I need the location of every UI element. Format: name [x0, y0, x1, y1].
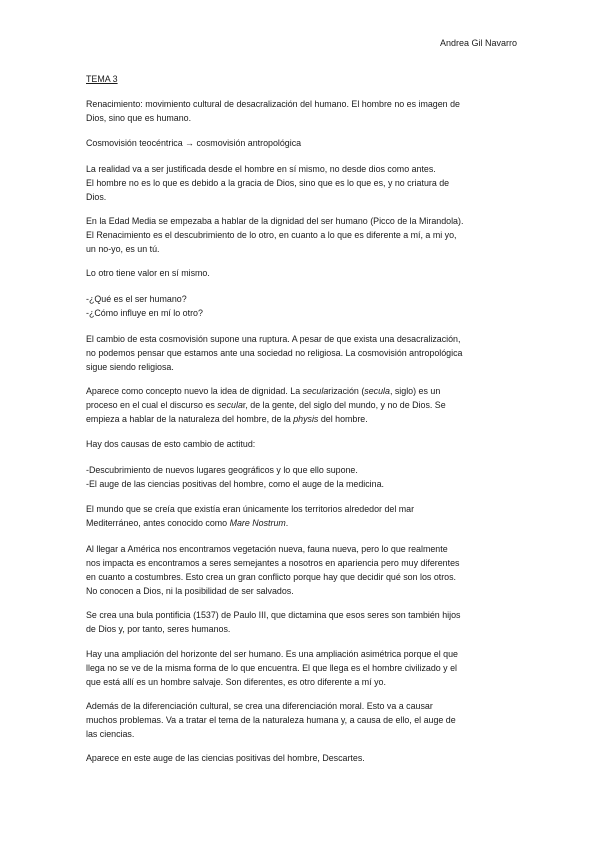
paragraph: El mundo que se creía que existía eran únicamente los territorios alrededor del mar Mediterráneo, antes conocido como Mare Nostrum.	[86, 504, 415, 528]
paragraph: Renacimiento: movimiento cultural de desacralización del humano. El hombre no es imagen de Dios, sino que es humano.	[86, 99, 460, 123]
paragraph: Hay una ampliación del horizonte del ser humano. Es una ampliación asimétrica porque el que llega no se ve de la misma forma de lo que encuentra. El que llega es el hombre civilizado y el que está allí es un hombre salvaje. Son diferentes, es otro diferente a mí yo.	[86, 649, 458, 687]
paragraph: La realidad va a ser justificada desde el hombre en sí mismo, no desde dios como antes. El hombre no es lo que es debido a la gracia de Dios, sino que es lo que es, y no criatura de Dios.	[86, 164, 450, 202]
cause-list: -Descubrimiento de nuevos lugares geográficos y lo que ello supone. -El auge de las ciencias positivas del hombre, como el auge de la medicina.	[86, 465, 384, 489]
paragraph: En la Edad Media se empezaba a hablar de la dignidad del ser humano (Picco de la Mirandola). El Renacimiento es el descubrimiento de lo otro, en cuanto a lo que es diferente a mí, a mi yo, un no-yo, es un tú.	[86, 216, 464, 254]
paragraph: Hay dos causas de esto cambio de actitud:	[86, 439, 256, 449]
paragraph: El cambio de esta cosmovisión supone una ruptura. A pesar de que exista una desacralización, no podemos pensar que estamos ante una sociedad no religiosa. La cosmovisión antropológica sigue siendo religiosa.	[86, 334, 463, 372]
question-list: -¿Qué es el ser humano? -¿Cómo influye en mí lo otro?	[86, 294, 203, 318]
paragraph: Se crea una bula pontificia (1537) de Paulo III, que dictamina que esos seres son también hijos de Dios y, por tanto, seres humanos.	[86, 610, 461, 634]
paragraph: Aparece como concepto nuevo la idea de dignidad. La secularización (secula, siglo) es un proceso en el cual el discurso es secular, de la gente, del siglo del mundo, y no de Dios. Se empieza a hablar de la naturaleza del hombre, de la physis del hombre.	[86, 386, 446, 424]
document-title: TEMA 3	[86, 74, 118, 84]
paragraph: Aparece en este auge de las ciencias positivas del hombre, Descartes.	[86, 753, 365, 763]
paragraph: Cosmovisión teocéntrica → cosmovisión antropológica	[86, 138, 302, 148]
paragraph: Lo otro tiene valor en sí mismo.	[86, 268, 210, 278]
author-name: Andrea Gil Navarro	[439, 38, 517, 48]
paragraph: Además de la diferenciación cultural, se crea una diferenciación moral. Esto va a causar muchos problemas. Va a tratar el tema de la naturaleza humana y, a causa de ello, el auge de las ciencias.	[86, 701, 456, 739]
paragraph: Al llegar a América nos encontramos vegetación nueva, fauna nueva, pero lo que realmente nos impacta es encontramos a seres semejantes a nosotros en apariencia pero muy diferentes en cuanto a costumbres. Esto crea un gran conflicto porque hay que decidir qué son los otros. No conocen a Dios, ni la posibilidad de ser salvados.	[86, 544, 460, 596]
